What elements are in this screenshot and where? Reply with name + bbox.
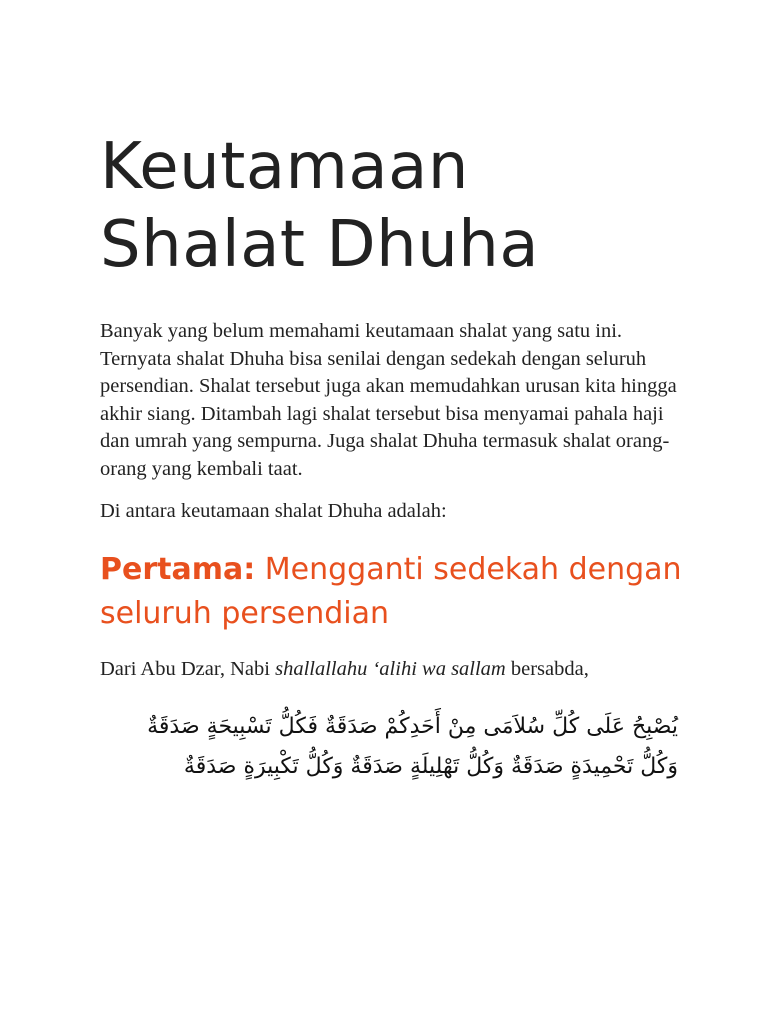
quote-intro xyxy=(100,656,690,684)
arabic-line-1: يُصْبِحُ عَلَى كُلِّ سُلاَمَى مِنْ أَحَدِكُمْ صَدَقَةٌ فَكُلُّ تَسْبِيحَةٍ صَدَقَةٌ xyxy=(147,714,678,739)
lead-paragraph: Di antara keutamaan shalat Dhuha adalah: xyxy=(100,500,447,522)
quote-intro-suffix: bersabda, xyxy=(505,657,589,680)
section-label: Pertama: xyxy=(100,551,256,587)
arabic-line-2: وَكُلُّ تَحْمِيدَةٍ صَدَقَةٌ وَكُلُّ تَهْلِيلَةٍ صَدَقَةٌ وَكُلُّ تَكْبِيرَةٍ صَدَقَةٌ xyxy=(183,754,678,779)
article xyxy=(100,128,690,787)
page-title xyxy=(100,128,690,284)
section-heading-1 xyxy=(100,548,690,636)
honorific: shallallahu ‘alihi wa sallam xyxy=(275,657,506,680)
arabic-hadith xyxy=(100,707,678,787)
intro-paragraph: Banyak yang belum memahami keutamaan shalat yang satu ini. Ternyata shalat Dhuha bisa senilai dengan sedekah dengan seluruh persendian. Shalat tersebut juga akan memudahkan urusan kita hingga akhir siang. Ditambah lagi shalat tersebut bisa menyamai pahala haji dan umrah yang sempurna. Juga shalat Dhuha termasuk shalat orang-orang yang kembali taat. xyxy=(100,320,677,480)
quote-intro-prefix: Dari Abu Dzar, Nabi xyxy=(100,657,276,680)
title-line-1: Keutamaan xyxy=(100,130,469,204)
section-heading-text: Mengganti sedekah dengan seluruh persendian xyxy=(100,551,682,631)
title-line-2: Shalat Dhuha xyxy=(100,208,540,282)
